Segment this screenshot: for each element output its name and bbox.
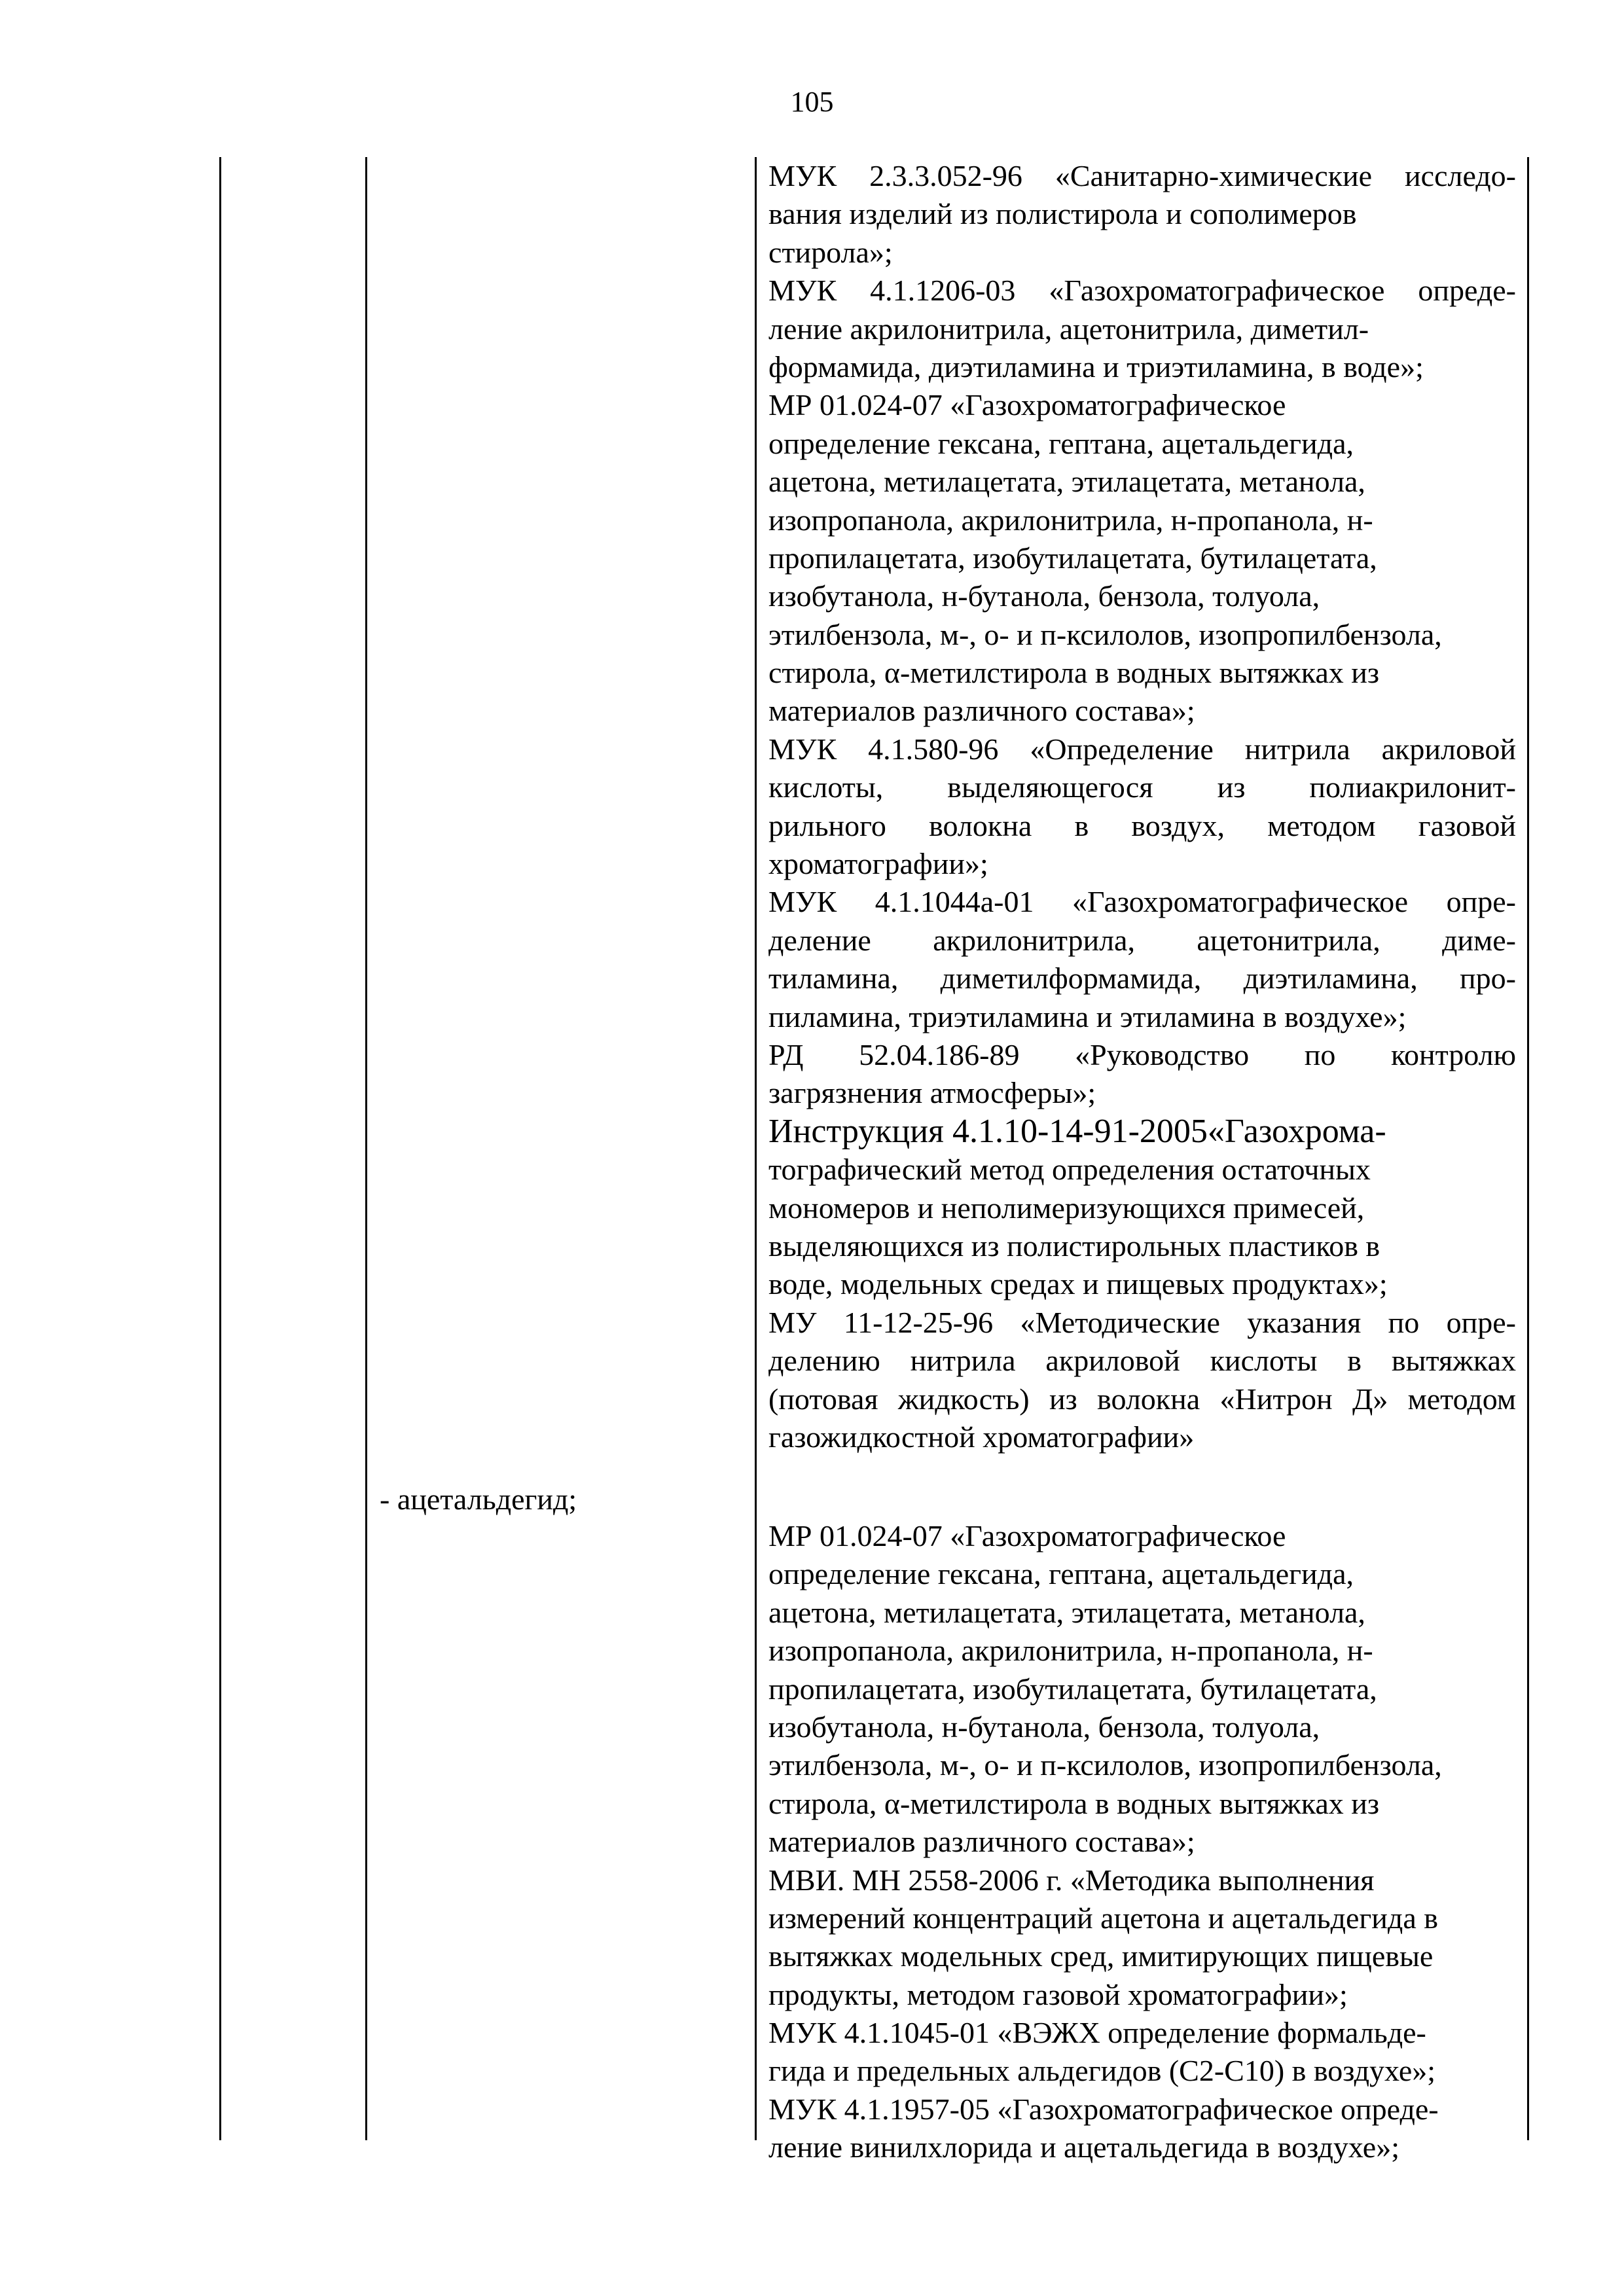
text-line: этилбензола, м-, о- и п-ксилолов, изопропилбензола, [768, 1748, 1442, 1782]
text-line: МР 01.024-07 «Газохроматографическое [768, 388, 1286, 422]
text-line: загрязнения атмосферы»; [768, 1076, 1096, 1110]
text-line: МР 01.024-07 «Газохроматографическое [768, 1519, 1286, 1552]
text-line: мономеров и неполимеризующихся примесей, [768, 1191, 1365, 1225]
text-line: (потовая жидкость) из волокна «Нитрон Д» методом [768, 1382, 1516, 1416]
text-line: стирола, α-метилстирола в водных вытяжках из [768, 1786, 1380, 1820]
text-line: этилбензола, м-, о- и п-ксилолов, изопропилбензола, [768, 617, 1442, 651]
text-line: МУК 4.1.1206-03 «Газохроматографическое опреде- [768, 274, 1516, 308]
table-divider-2 [755, 157, 757, 2140]
method-entry [768, 2014, 1516, 2090]
text-line: материалов различного состава»; [768, 1825, 1195, 1859]
text-line: продукты, методом газовой хроматографии»; [768, 1977, 1348, 2011]
method-entry [768, 386, 1516, 730]
text-line: МУК 4.1.1957-05 «Газохроматографическое опреде- [768, 2092, 1439, 2126]
text-line: изобутанола, н-бутанола, бензола, толуола, [768, 1710, 1320, 1744]
method-entry [768, 730, 1516, 884]
text-line: Инструкция 4.1.10-14-91-2005«Газохрома- [768, 1112, 1386, 1150]
text-line: МУК 2.3.3.052-96 «Санитарно-химические исследо- [768, 159, 1516, 192]
table-border-left [219, 157, 221, 2140]
text-line: газожидкостной хроматографии» [768, 1420, 1195, 1454]
method-entry [768, 1861, 1516, 2015]
text-line: делению нитрила акриловой кислоты в вытяжках [768, 1344, 1516, 1378]
text-line: пропилацетата, изобутилацетата, бутилацетата, [768, 1672, 1377, 1706]
text-line: ление акрилонитрила, ацетонитрила, диметил- [768, 312, 1369, 346]
text-line: определение гексана, гептана, ацетальдегида, [768, 1557, 1354, 1591]
method-entry [768, 1304, 1516, 1457]
method-entry [768, 2090, 1516, 2167]
text-line: рильного волокна в воздух, методом газовой [768, 808, 1516, 842]
text-line: кислоты, выделяющегося из полиакрилонит- [768, 770, 1516, 804]
method-entry [768, 1113, 1516, 1304]
text-line: материалов различного состава»; [768, 694, 1195, 728]
text-line: МВИ. МН 2558-2006 г. «Методика выполнения [768, 1863, 1375, 1897]
text-line: стирола, α-метилстирола в водных вытяжках из [768, 656, 1380, 690]
text-line: вытяжках модельных сред, имитирующих пищевые [768, 1939, 1434, 1973]
text-line: ацетона, метилацетата, этилацетата, метанола, [768, 1595, 1365, 1629]
text-line: деление акрилонитрила, ацетонитрила, диме- [768, 923, 1516, 957]
page-number: 105 [790, 86, 834, 118]
text-line: МУК 4.1.1045-01 «ВЭЖХ определение формальде- [768, 2016, 1426, 2050]
text-line: изопропанола, акрилонитрила, н-пропанола, н- [768, 503, 1373, 537]
method-entry [768, 157, 1516, 272]
method-entry [768, 272, 1516, 386]
methods-block-2 [768, 1517, 1516, 2167]
table-divider-1 [365, 157, 367, 2140]
substance-name: - ацетальдегид; [380, 1482, 577, 1516]
text-line: воде, модельных средах и пищевых продуктах»; [768, 1267, 1388, 1301]
text-line: изопропанола, акрилонитрила, н-пропанола, н- [768, 1634, 1373, 1668]
text-line: формамида, диэтиламина и триэтиламина, в воде»; [768, 350, 1424, 384]
methods-block-1 [768, 157, 1516, 1456]
method-entry [768, 883, 1516, 1036]
text-line: РД 52.04.186-89 «Руководство по контролю [768, 1037, 1516, 1071]
text-line: МУК 4.1.1044а-01 «Газохроматографическое опре- [768, 885, 1516, 919]
text-line: вания изделий из полистирола и сополимеров [768, 197, 1357, 231]
table-border-right [1527, 157, 1529, 2140]
text-line: тографический метод определения остаточных [768, 1153, 1371, 1187]
text-line: пропилацетата, изобутилацетата, бутилацетата, [768, 541, 1377, 575]
text-line: гида и предельных альдегидов (С2-С10) в воздухе»; [768, 2054, 1436, 2088]
text-line: выделяющихся из полистирольных пластиков в [768, 1229, 1380, 1263]
text-line: измерений концентраций ацетона и ацетальдегида в [768, 1901, 1438, 1935]
text-line: определение гексана, гептана, ацетальдегида, [768, 426, 1354, 460]
text-line: изобутанола, н-бутанола, бензола, толуола, [768, 579, 1320, 613]
text-line: пиламина, триэтиламина и этиламина в воздухе»; [768, 999, 1407, 1033]
method-entry [768, 1517, 1516, 1861]
text-line: хроматографии»; [768, 847, 988, 881]
text-line: МУК 4.1.580-96 «Определение нитрила акриловой [768, 732, 1516, 766]
text-line: ацетона, метилацетата, этилацетата, метанола, [768, 465, 1365, 499]
text-line: МУ 11-12-25-96 «Методические указания по опре- [768, 1305, 1516, 1339]
text-line: стирола»; [768, 235, 893, 269]
method-entry [768, 1036, 1516, 1113]
text-line: ление винилхлорида и ацетальдегида в воздухе»; [768, 2130, 1399, 2164]
text-line: тиламина, диметилформамида, диэтиламина, про- [768, 961, 1516, 996]
